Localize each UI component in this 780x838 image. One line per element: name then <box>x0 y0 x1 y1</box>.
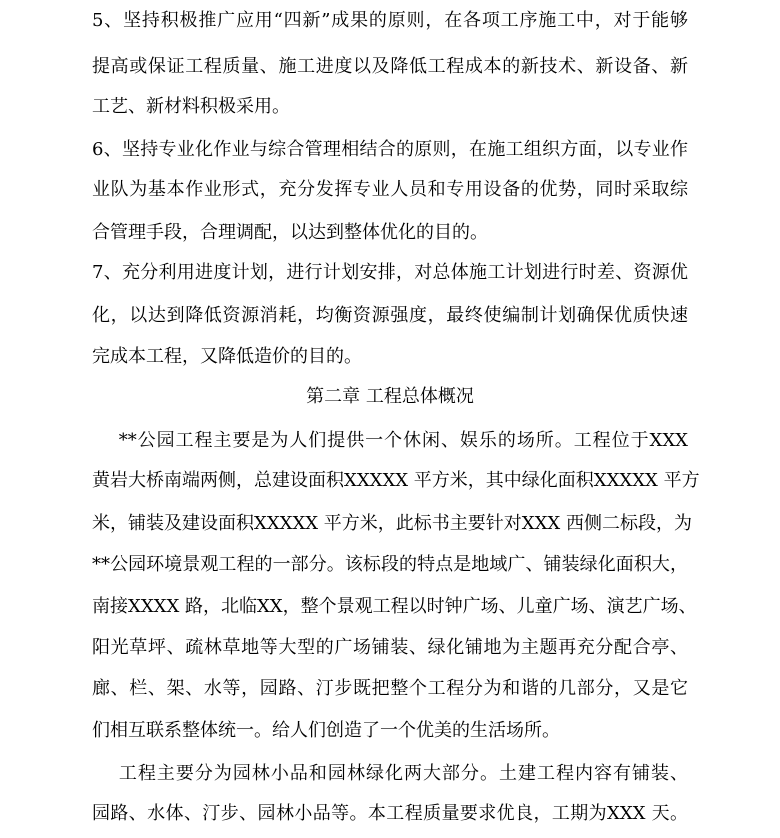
text-line: 6、坚持专业化作业与综合管理相结合的原则，在施工组织方面，以专业作 <box>92 139 688 160</box>
text-line: 们相互联系整体统一。给人们创造了一个优美的生活场所。 <box>92 720 560 741</box>
text-line: **公园环境景观工程的一部分。该标段的特点是地域广、铺装绿化面积大， <box>92 554 688 575</box>
text-line: 5、坚持积极推广应用“四新”成果的原则，在各项工序施工中，对于能够 <box>92 10 688 31</box>
chapter-heading: 第二章 工程总体概况 <box>306 386 474 407</box>
text-line: 园路、水体、汀步、园林小品等。本工程质量要求优良，工期为XXX 天。 <box>92 803 688 824</box>
text-line: 工艺、新材料积极采用。 <box>92 96 290 117</box>
text-line: 工程主要分为园林小品和园林绿化两大部分。土建工程内容有铺装、 <box>92 763 688 784</box>
text-line: 阳光草坪、疏林草地等大型的广场铺装、绿化铺地为主题再充分配合亭、 <box>92 637 688 658</box>
text-line: 合管理手段，合理调配，以达到整体优化的目的。 <box>92 222 488 243</box>
text-line: 提高或保证工程质量、施工进度以及降低工程成本的新技术、新设备、新 <box>92 56 688 77</box>
text-line: 南接XXXX 路，北临XX，整个景观工程以时钟广场、儿童广场、演艺广场、 <box>92 596 697 617</box>
text-line: **公园工程主要是为人们提供一个休闲、娱乐的场所。工程位于XXX <box>92 430 688 451</box>
text-line: 完成本工程，又降低造价的目的。 <box>92 346 362 367</box>
text-line: 业队为基本作业形式，充分发挥专业人员和专用设备的优势，同时采取综 <box>92 179 688 200</box>
text-line: 廊、栏、架、水等，园路、汀步既把整个工程分为和谐的几部分，又是它 <box>92 678 688 699</box>
text-line: 7、充分利用进度计划，进行计划安排，对总体施工计划进行时差、资源优 <box>92 262 688 283</box>
text-line: 米，铺装及建设面积XXXXX 平方米，此标书主要针对XXX 西侧二标段，为 <box>92 513 692 534</box>
text-line: 化，以达到降低资源消耗，均衡资源强度，最终使编制计划确保优质快速 <box>92 305 688 326</box>
text-line: 黄岩大桥南端两侧，总建设面积XXXXX 平方米，其中绿化面积XXXXX 平方 <box>92 470 700 491</box>
